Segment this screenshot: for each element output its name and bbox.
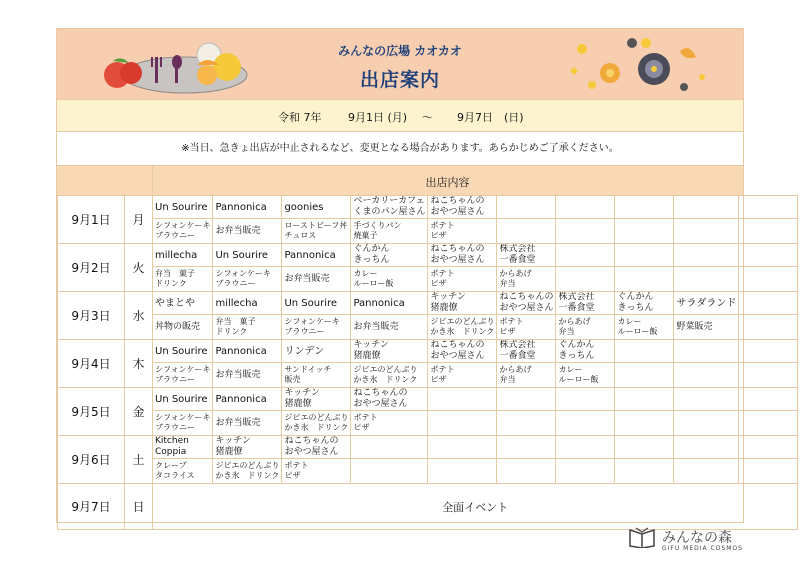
shop-items: カレー ルーロー飯 <box>351 267 428 292</box>
shop-name: 株式会社 一番食堂 <box>497 244 556 267</box>
shop-name: Un Sourire <box>282 292 351 315</box>
shop-items <box>674 363 739 388</box>
schedule-table <box>57 195 798 530</box>
shop-items <box>739 411 798 436</box>
shop-items <box>615 267 674 292</box>
event-label: 全面イベント <box>153 484 798 530</box>
shop-items: お弁当販売 <box>213 411 282 436</box>
period-era: 令和 7年 <box>278 111 322 124</box>
shop-items <box>739 459 798 484</box>
shop-items <box>497 459 556 484</box>
shop-items: 手づくりパン 焼菓子 <box>351 219 428 244</box>
shop-items <box>674 411 739 436</box>
section-header <box>57 165 743 195</box>
shop-name: goonies <box>282 196 351 219</box>
shop-items: 野菜販売 <box>674 315 739 340</box>
shop-name: リンデン <box>282 340 351 363</box>
shop-items <box>556 219 615 244</box>
shop-items: カレー ルーロー飯 <box>615 315 674 340</box>
day-date: 9月7日 <box>58 484 125 530</box>
shop-items: ジビエのどんぶり かき氷 ドリンク <box>351 363 428 388</box>
day-date: 9月5日 <box>58 388 125 436</box>
shop-name <box>615 436 674 459</box>
day-date: 9月6日 <box>58 436 125 484</box>
shop-items: シフォンケーキ ブラウニー <box>153 363 213 388</box>
shop-name: やまとや <box>153 292 213 315</box>
table-row <box>58 459 798 484</box>
shop-name: キッチン 猪鹿僚 <box>351 340 428 363</box>
day-date: 9月2日 <box>58 244 125 292</box>
header-banner <box>57 29 743 99</box>
shop-name: Pannonica <box>213 388 282 411</box>
shop-name <box>674 340 739 363</box>
shop-name: ねこちゃんの おやつ屋さん <box>428 196 497 219</box>
table-row <box>58 363 798 388</box>
shop-name: ぐんかん きっちん <box>351 244 428 267</box>
shop-name: ぐんかん きっちん <box>615 292 674 315</box>
shop-items: 弁当 菓子 ドリンク <box>153 267 213 292</box>
shop-name <box>615 244 674 267</box>
shop-items: お弁当販売 <box>213 219 282 244</box>
shop-name: 株式会社 一番食堂 <box>556 292 615 315</box>
shop-name: ねこちゃんの おやつ屋さん <box>428 244 497 267</box>
shop-items <box>615 411 674 436</box>
shop-name: Pannonica <box>213 340 282 363</box>
shop-name <box>428 388 497 411</box>
shop-items: ジビエのどんぶり かき氷 ドリンク <box>282 411 351 436</box>
book-logo-icon <box>628 526 656 548</box>
shop-items: ジビエのどんぶり かき氷 ドリンク <box>428 315 497 340</box>
shop-items <box>674 219 739 244</box>
shop-items <box>556 459 615 484</box>
table-row <box>58 244 798 267</box>
period-start: 9月1日 (月) <box>348 111 408 124</box>
shop-items: ジビエのどんぶり かき氷 ドリンク <box>213 459 282 484</box>
table-row <box>58 340 798 363</box>
day-weekday: 水 <box>125 292 153 340</box>
shop-name: Un Sourire <box>153 196 213 219</box>
shop-name <box>556 196 615 219</box>
shop-items: からあげ 弁当 <box>497 267 556 292</box>
shop-name <box>556 388 615 411</box>
shop-name: ねこちゃんの おやつ屋さん <box>497 292 556 315</box>
shop-name: サラダランド <box>674 292 739 315</box>
shop-name: キッチン 猪鹿僚 <box>282 388 351 411</box>
shop-name <box>739 388 798 411</box>
shop-items: お弁当販売 <box>351 315 428 340</box>
table-row <box>58 484 798 530</box>
shop-name <box>674 244 739 267</box>
table-row <box>58 388 798 411</box>
shop-items: シフォンケーキ ブラウニー <box>153 411 213 436</box>
shop-name: Un Sourire <box>153 388 213 411</box>
table-row <box>58 219 798 244</box>
shop-items <box>615 459 674 484</box>
table-row <box>58 196 798 219</box>
shop-name: millecha <box>213 292 282 315</box>
day-weekday: 金 <box>125 388 153 436</box>
day-weekday: 月 <box>125 196 153 244</box>
shop-name <box>674 388 739 411</box>
shop-items <box>428 411 497 436</box>
shop-name <box>739 436 798 459</box>
shop-name <box>497 436 556 459</box>
shop-name <box>428 436 497 459</box>
shop-items <box>739 315 798 340</box>
shop-items <box>739 363 798 388</box>
shop-items: ポテト ピザ <box>428 219 497 244</box>
shop-items <box>739 267 798 292</box>
shop-items: からあげ 弁当 <box>556 315 615 340</box>
page-title: 出店案内 <box>359 69 440 91</box>
shop-items <box>674 459 739 484</box>
shop-items: 弁当 菓子 ドリンク <box>213 315 282 340</box>
shop-name <box>615 196 674 219</box>
shop-name: ねこちゃんの おやつ屋さん <box>282 436 351 459</box>
shop-items: ポテト ピザ <box>497 315 556 340</box>
period-tilde: ～ <box>422 111 433 124</box>
logo-subtitle: GIFU MEDIA COSMOS <box>662 545 743 552</box>
shop-name <box>674 196 739 219</box>
shop-items: ローストビーフ丼 チュロス <box>282 219 351 244</box>
shop-name: Un Sourire <box>213 244 282 267</box>
shop-name <box>739 292 798 315</box>
day-date: 9月1日 <box>58 196 125 244</box>
shop-name <box>739 196 798 219</box>
table-row <box>58 292 798 315</box>
day-weekday: 日 <box>125 484 153 530</box>
shop-items <box>497 219 556 244</box>
shop-name: millecha <box>153 244 213 267</box>
shop-items <box>739 219 798 244</box>
shop-name <box>556 244 615 267</box>
shop-name: Un Sourire <box>153 340 213 363</box>
shop-name <box>739 340 798 363</box>
table-row <box>58 411 798 436</box>
shop-items <box>351 459 428 484</box>
shop-name: Pannonica <box>351 292 428 315</box>
shop-items <box>428 459 497 484</box>
shop-name <box>497 388 556 411</box>
shop-name <box>615 388 674 411</box>
shop-items <box>615 363 674 388</box>
shop-name: Pannonica <box>282 244 351 267</box>
shop-items <box>497 411 556 436</box>
shop-items <box>674 267 739 292</box>
shop-items: からあげ 弁当 <box>497 363 556 388</box>
logo-text: みんなの森 <box>662 530 732 546</box>
shop-name: ベーカリーカフェ くまのパン屋さん <box>351 196 428 219</box>
shop-items: 丼物の販売 <box>153 315 213 340</box>
period-bar <box>57 99 743 132</box>
shop-items: ポテト ピザ <box>428 363 497 388</box>
shop-name: Pannonica <box>213 196 282 219</box>
header-subtitle: みんなの広場 カオカオ <box>338 44 462 58</box>
shop-name: キッチン 猪鹿僚 <box>213 436 282 459</box>
day-weekday: 火 <box>125 244 153 292</box>
shop-name: Kitchen Coppia <box>153 436 213 459</box>
shop-items: シフォンケーキ ブラウニー <box>213 267 282 292</box>
table-row <box>58 436 798 459</box>
shop-items: クレープ タコライス <box>153 459 213 484</box>
day-date: 9月4日 <box>58 340 125 388</box>
shop-items: お弁当販売 <box>213 363 282 388</box>
shop-name <box>615 340 674 363</box>
section-label: 出店内容 <box>425 176 470 189</box>
table-row <box>58 315 798 340</box>
shop-name: キッチン 猪鹿僚 <box>428 292 497 315</box>
shop-name <box>674 436 739 459</box>
shop-items: お弁当販売 <box>282 267 351 292</box>
shop-name: ねこちゃんの おやつ屋さん <box>428 340 497 363</box>
shop-items <box>556 267 615 292</box>
shop-name: ねこちゃんの おやつ屋さん <box>351 388 428 411</box>
shop-items: シフォンケーキ ブラウニー <box>282 315 351 340</box>
shop-name: 株式会社 一番食堂 <box>497 340 556 363</box>
period-end: 9月7日 (日) <box>457 111 524 124</box>
shop-items: カレー ルーロー飯 <box>556 363 615 388</box>
shop-name <box>497 196 556 219</box>
day-date: 9月3日 <box>58 292 125 340</box>
shop-items <box>556 411 615 436</box>
day-weekday: 土 <box>125 436 153 484</box>
shop-name <box>739 244 798 267</box>
shop-items: ポテト ピザ <box>282 459 351 484</box>
shop-name <box>351 436 428 459</box>
shop-items: ポテト ピザ <box>428 267 497 292</box>
shop-name <box>556 436 615 459</box>
shop-items: サンドイッチ 販売 <box>282 363 351 388</box>
day-weekday: 木 <box>125 340 153 388</box>
shop-items <box>615 219 674 244</box>
notice-text: ※当日、急きょ出店が中止されるなど、変更となる場合があります。あらかじめご了承ください。 <box>181 143 619 154</box>
table-row <box>58 267 798 292</box>
flower-decoration-icon <box>562 33 732 95</box>
shop-items: シフォンケーキ ブラウニー <box>153 219 213 244</box>
shop-name: ぐんかん きっちん <box>556 340 615 363</box>
shop-items: ポテト ピザ <box>351 411 428 436</box>
